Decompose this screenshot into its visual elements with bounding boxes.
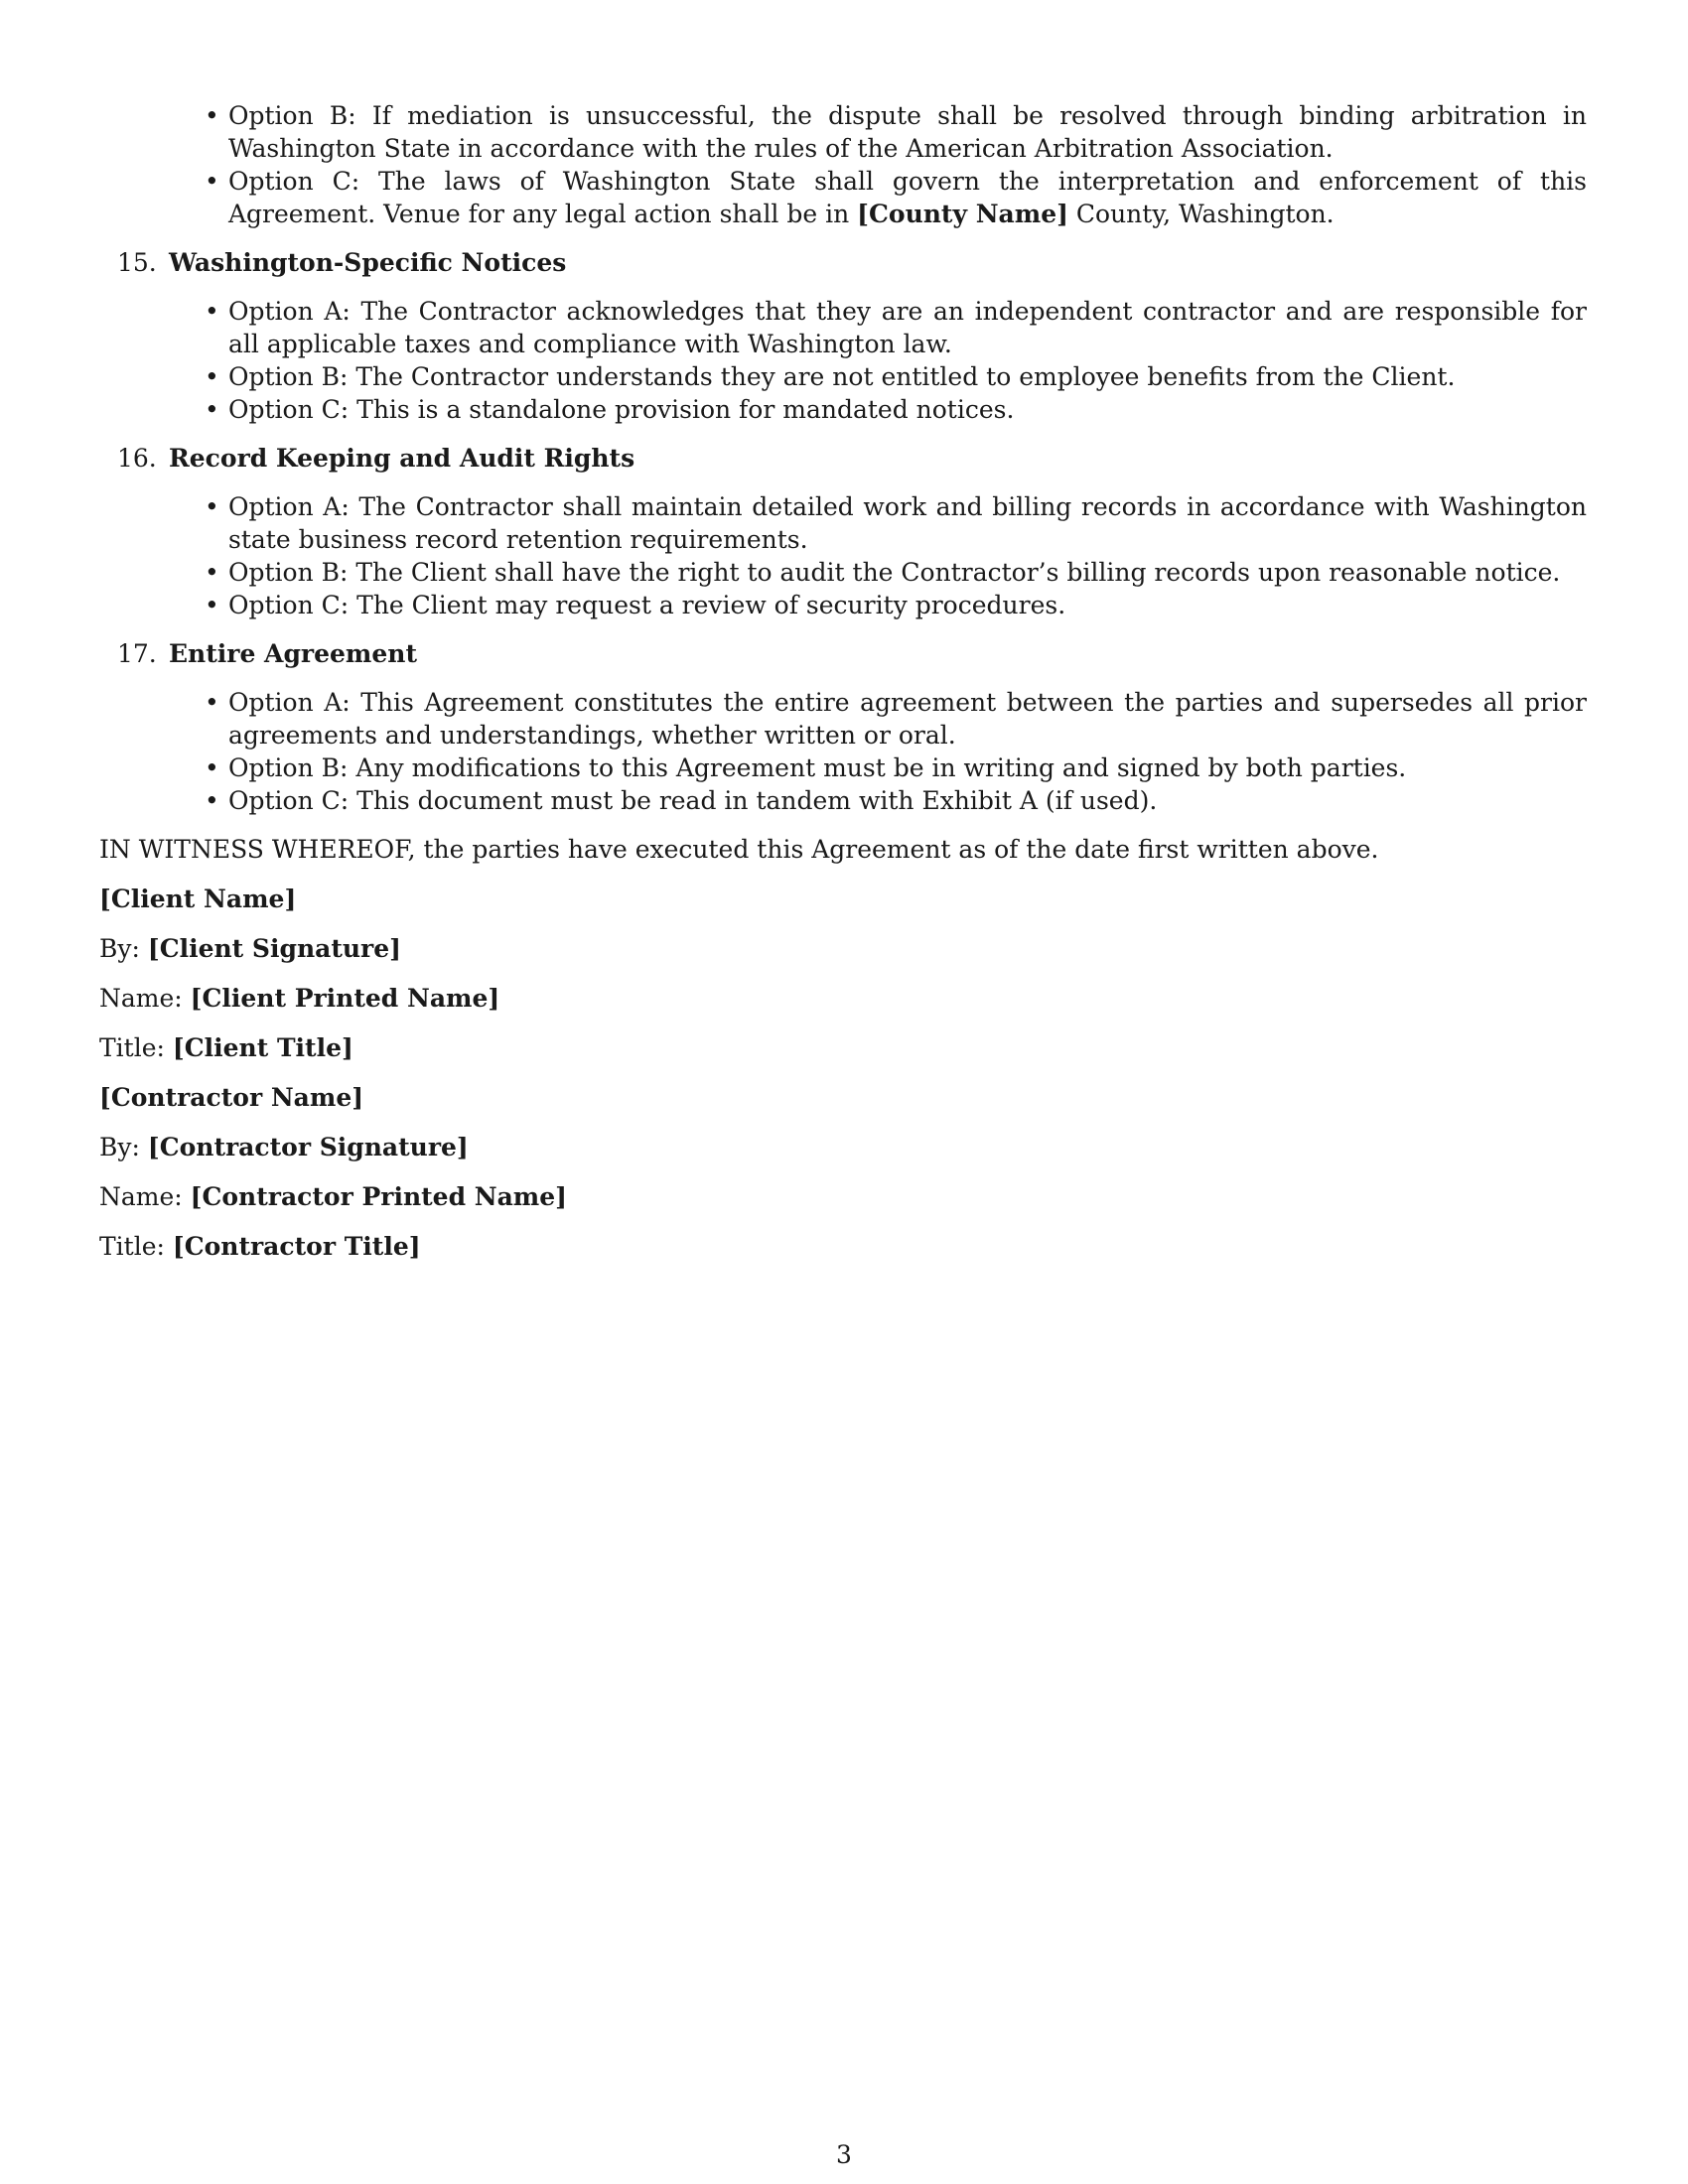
signature-placeholder: [Contractor Printed Name] (190, 1182, 567, 1211)
signature-block (99, 883, 1587, 1263)
option-text: Option A: The Contractor acknowledges that they are an independent contractor and are responsible for all applicable taxes and compliance with Washington law. (228, 297, 1587, 358)
bullet-icon: • (205, 688, 219, 717)
option-item (205, 295, 1587, 360)
signature-line-client-title (99, 1031, 1587, 1064)
section-options (205, 490, 1587, 621)
option-text: Option B: Any modifications to this Agreement must be in writing and signed by both parties. (228, 753, 1407, 782)
bullet-icon: • (205, 786, 219, 815)
bullet-icon: • (205, 167, 219, 196)
bullet-icon: • (205, 591, 219, 619)
signature-line-contractor-signature (99, 1131, 1587, 1163)
section-heading (99, 637, 1587, 670)
bullet-icon: • (205, 395, 219, 424)
document-page (99, 99, 1587, 1263)
option-text: Option C: The laws of Washington State shall govern the interpretation and enforcement of this Agreement. Venue for any legal action shall be in (228, 167, 1587, 228)
signature-placeholder: [Contractor Signature] (147, 1133, 469, 1161)
signature-line-client-name (99, 883, 1587, 915)
section-options (205, 686, 1587, 817)
option-item (205, 165, 1587, 230)
bullet-icon: • (205, 362, 219, 391)
witness-clause: IN WITNESS WHEREOF, the parties have executed this Agreement as of the date first written above. (99, 835, 1379, 864)
option-item (205, 393, 1587, 426)
signature-placeholder: [Client Signature] (147, 934, 401, 963)
signature-label: By: (99, 1133, 148, 1161)
option-text: Option B: The Client shall have the right to audit the Contractor’s billing records upon reasonable notice. (228, 558, 1561, 587)
section-options (205, 295, 1587, 426)
signature-line-contractor-name (99, 1081, 1587, 1114)
placeholder-county-name: [County Name] (857, 200, 1068, 228)
option-text: Option B: The Contractor understands they are not entitled to employee benefits from the Client. (228, 362, 1456, 391)
signature-line-contractor-printed-name (99, 1180, 1587, 1213)
signature-label: By: (99, 934, 148, 963)
signature-label: Title: (99, 1033, 173, 1062)
option-item (205, 99, 1587, 165)
bullet-icon: • (205, 492, 219, 521)
option-text: Option B: If mediation is unsuccessful, the dispute shall be resolved through binding arbitration in Washington State in accordance with the rules of the American Arbitration Association. (228, 101, 1587, 163)
signature-line-client-signature (99, 932, 1587, 965)
option-text: Option C: This document must be read in tandem with Exhibit A (if used). (228, 786, 1158, 815)
section-15 (99, 246, 1587, 426)
option-text: Option A: The Contractor shall maintain detailed work and billing records in accordance with Washington state business record retention requirements. (228, 492, 1587, 554)
signature-placeholder: [Client Title] (172, 1033, 353, 1062)
section-14-options-continued (205, 99, 1587, 230)
option-text: Option A: This Agreement constitutes the entire agreement between the parties and supersedes all prior agreements and understandings, whether written or oral. (228, 688, 1587, 750)
option-text: Option C: The Client may request a review of security procedures. (228, 591, 1066, 619)
section-title: Entire Agreement (169, 639, 417, 668)
signature-label: Title: (99, 1232, 173, 1261)
option-item (205, 751, 1587, 784)
option-item (205, 686, 1587, 751)
signature-placeholder: [Client Name] (99, 885, 297, 913)
section-heading (99, 246, 1587, 279)
bullet-icon: • (205, 101, 219, 130)
section-heading (99, 442, 1587, 475)
section-number: 15. (117, 248, 157, 277)
section-number: 17. (117, 639, 157, 668)
section-number: 16. (117, 444, 157, 473)
option-item (205, 589, 1587, 621)
bullet-icon: • (205, 558, 219, 587)
signature-line-contractor-title (99, 1230, 1587, 1263)
signature-line-client-printed-name (99, 982, 1587, 1015)
option-item (205, 784, 1587, 817)
option-text: County, Washington. (1067, 200, 1335, 228)
option-item (205, 360, 1587, 393)
signature-placeholder: [Contractor Title] (172, 1232, 421, 1261)
bullet-icon: • (205, 753, 219, 782)
section-16 (99, 442, 1587, 621)
bullet-icon: • (205, 297, 219, 326)
signature-label: Name: (99, 1182, 191, 1211)
section-title: Record Keeping and Audit Rights (169, 444, 635, 473)
section-title: Washington-Specific Notices (169, 248, 567, 277)
signature-placeholder: [Client Printed Name] (190, 984, 500, 1013)
signature-label: Name: (99, 984, 191, 1013)
signature-placeholder: [Contractor Name] (99, 1083, 364, 1112)
option-item (205, 490, 1587, 556)
option-item (205, 556, 1587, 589)
section-17 (99, 637, 1587, 817)
option-text: Option C: This is a standalone provision for mandated notices. (228, 395, 1015, 424)
page-number: 3 (836, 2140, 852, 2169)
